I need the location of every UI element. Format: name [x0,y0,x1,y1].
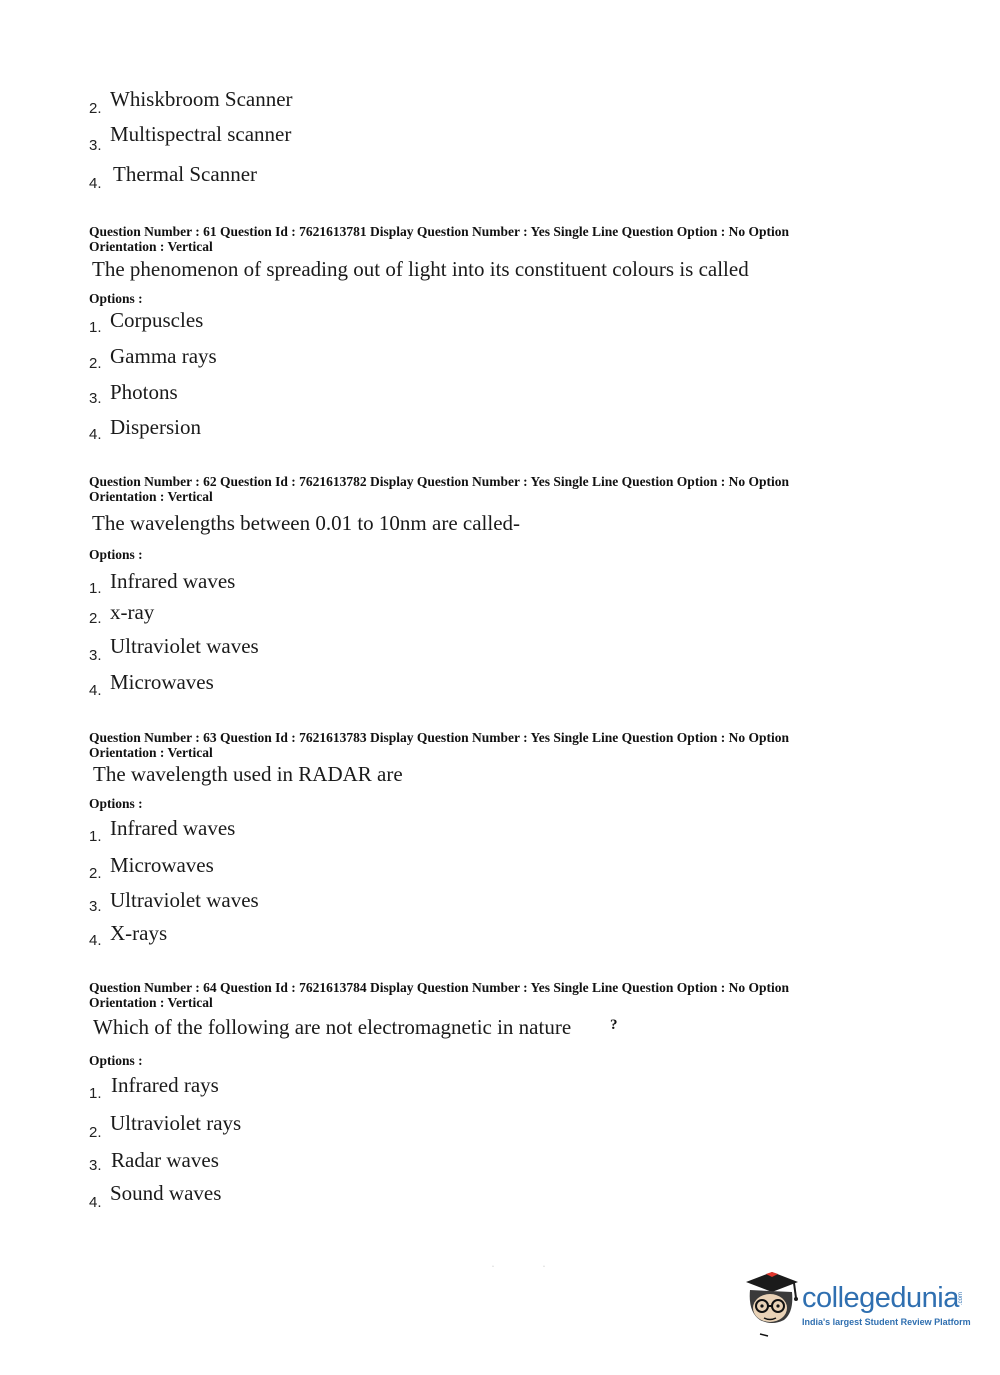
options-label: Options : [89,796,143,811]
option-text: Ultraviolet waves [110,888,259,912]
question-meta [89,730,869,760]
option-text: Radar waves [111,1148,219,1172]
option-number: 2. [89,355,102,372]
option-text: Thermal Scanner [113,162,258,186]
question-meta [89,474,869,504]
option-number: 2. [89,865,102,882]
option-text: Infrared waves [110,816,236,840]
scan-artifact: · [543,1264,545,1270]
meta-line: Orientation : Vertical [89,239,213,254]
option-text: Multispectral scanner [110,122,292,146]
option-number: 1. [89,828,102,845]
option-number: 2. [89,610,102,627]
option-number: 2. [89,1124,102,1141]
meta-line: Question Number : 64 Question Id : 7621613784 Display Question Number : Yes Single Line Question Option : No Option [89,980,789,995]
option-number: 1. [89,1085,102,1102]
option-text: Ultraviolet waves [110,634,259,658]
option-text: X-rays [110,921,168,945]
option-text: Infrared rays [111,1073,219,1097]
option-number: 3. [89,898,102,915]
collegedunia-logo [740,1268,970,1340]
option-text: Microwaves [110,853,214,877]
option-text: x-ray [110,600,155,624]
question-text: The wavelengths between 0.01 to 10nm are called- [92,511,521,535]
option-number: 4. [89,932,102,949]
option-number: 4. [89,426,102,443]
logo-tagline: India's largest Student Review Platform [802,1317,971,1327]
option-text: Gamma rays [110,344,217,368]
mascot-icon [740,1268,802,1338]
option-number: 4. [89,682,102,699]
logo-com: .com [958,1292,964,1306]
logo-wordmark: collegedunia [802,1282,959,1314]
meta-line: Orientation : Vertical [89,489,213,504]
option-number: 1. [89,319,102,336]
meta-line: Orientation : Vertical [89,745,213,760]
question-meta [89,980,869,1010]
option-text: Ultraviolet rays [110,1111,242,1135]
question-text: The wavelength used in RADAR are [93,762,403,786]
option-number: 4. [89,1194,102,1211]
scan-artifact: · [492,1264,494,1270]
meta-line: Question Number : 62 Question Id : 7621613782 Display Question Number : Yes Single Line Question Option : No Option [89,474,789,489]
question-meta [89,224,869,254]
meta-line: Orientation : Vertical [89,995,213,1010]
option-number: 3. [89,137,102,154]
option-text: Infrared waves [110,569,236,593]
option-text: Dispersion [110,415,201,439]
option-text: Sound waves [110,1181,222,1205]
options-label: Options : [89,547,143,562]
meta-line: Question Number : 63 Question Id : 7621613783 Display Question Number : Yes Single Line Question Option : No Option [89,730,789,745]
option-number: 3. [89,647,102,664]
option-number: 2. [89,100,102,117]
meta-line: Question Number : 61 Question Id : 7621613781 Display Question Number : Yes Single Line Question Option : No Option [89,224,789,239]
option-number: 3. [89,1157,102,1174]
option-number: 4. [89,175,102,192]
question-text: The phenomenon of spreading out of light into its constituent colours is called [92,257,749,281]
option-text: Whiskbroom Scanner [110,87,293,111]
options-label: Options : [89,291,143,306]
question-text: Which of the following are not electromagnetic in nature [93,1015,572,1039]
option-text: Photons [110,380,178,404]
option-text: Corpuscles [110,308,204,332]
option-number: 1. [89,580,102,597]
option-number: 3. [89,390,102,407]
question-mark: ? [610,1017,618,1033]
option-text: Microwaves [110,670,214,694]
options-label: Options : [89,1053,143,1068]
